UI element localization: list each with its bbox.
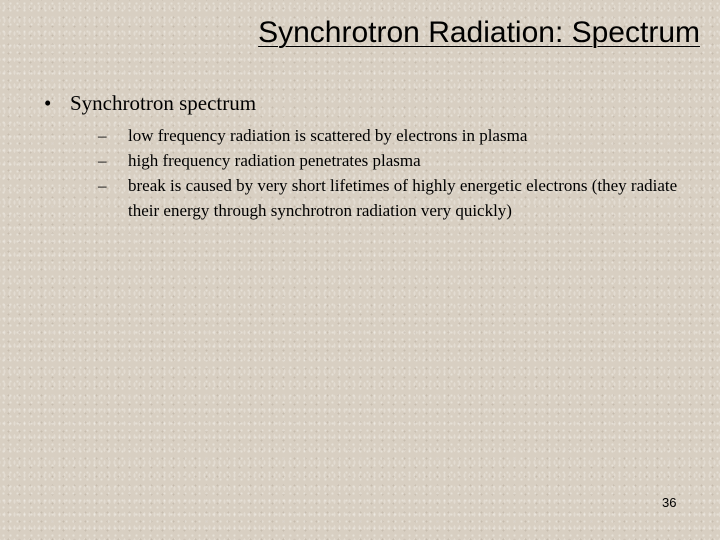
- sub-bullet-item: [98, 123, 704, 148]
- page-number: 36: [662, 495, 677, 510]
- sub-bullet-marker: –: [98, 151, 107, 170]
- sub-bullet-text: break is caused by very short lifetimes of highly energetic electrons (they radiate their energy through synchrotron radiation very quickly): [128, 176, 678, 220]
- sub-bullet-text: low frequency radiation is scattered by electrons in plasma: [128, 126, 528, 145]
- sub-bullet-text: high frequency radiation penetrates plasma: [128, 151, 421, 170]
- bullet-text: Synchrotron spectrum: [70, 91, 257, 115]
- slide-title: Synchrotron Radiation: Spectrum: [258, 16, 700, 49]
- sub-bullet-marker: –: [98, 176, 107, 195]
- sub-bullet-marker: –: [98, 126, 107, 145]
- bullet-item: [44, 89, 704, 117]
- bullet-marker: •: [44, 91, 52, 115]
- slide-body: [44, 89, 704, 223]
- sub-bullet-item: [98, 173, 704, 223]
- sub-bullet-item: [98, 148, 704, 173]
- sub-bullet-list: [98, 123, 704, 223]
